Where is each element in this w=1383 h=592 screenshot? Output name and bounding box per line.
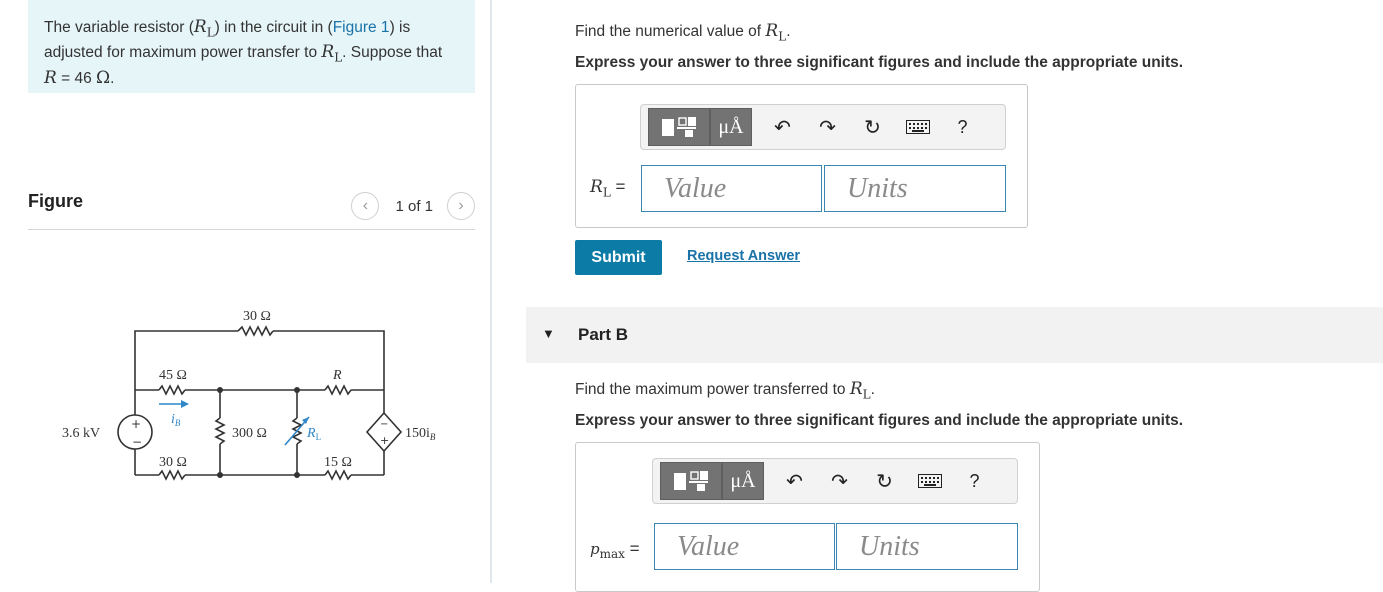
rl-symbol-2: $R_L$ <box>321 42 343 65</box>
label-r-top: 30 Ω <box>243 309 271 324</box>
label-dep-source: $150i_B$ <box>405 426 436 442</box>
part-b-units-input[interactable]: Units <box>836 523 1018 570</box>
part-a-units-input[interactable]: Units <box>824 165 1006 212</box>
part-b-header[interactable] <box>526 307 1383 363</box>
redo-icon[interactable]: ↷ <box>831 470 848 493</box>
part-b-answer-label: $p_{max}$ = <box>590 539 640 561</box>
rl-symbol: $R_L$ <box>193 17 215 40</box>
figure-title: Figure <box>28 191 84 211</box>
figure-pager <box>351 192 475 220</box>
part-b-title: Part B <box>578 325 629 344</box>
part-a-answer-label: $R_L$ = <box>590 177 626 200</box>
chevron-left-icon[interactable]: ‹ <box>351 192 379 220</box>
part-a-question: Find the numerical value of $R_L$. <box>575 21 791 44</box>
keyboard-icon[interactable] <box>907 474 952 488</box>
templates-icon[interactable] <box>660 462 722 500</box>
label-rl: $R_L$ <box>307 426 322 442</box>
problem-text-1: The variable resistor ( <box>44 19 194 36</box>
redo-icon[interactable]: ↷ <box>819 116 836 139</box>
part-b-value-input[interactable]: Value <box>654 523 835 570</box>
chevron-right-icon[interactable]: › <box>447 192 475 220</box>
part-b-instruction: Express your answer to three significant figures and include the appropriate units. <box>575 412 1184 429</box>
part-a-toolbar <box>640 104 1006 150</box>
help-icon[interactable]: ? <box>957 116 968 137</box>
part-a-instruction: Express your answer to three significant figures and include the appropriate units. <box>575 54 1184 71</box>
problem-text-5: . <box>110 69 115 87</box>
label-r-15: 15 Ω <box>324 455 352 470</box>
submit-button[interactable]: Submit <box>575 240 662 275</box>
svg-text:+: + <box>131 417 142 431</box>
part-b-question: Find the maximum power transferred to $R_L$. <box>575 379 875 402</box>
problem-text-4: . Suppose that <box>342 44 443 62</box>
keyboard-icon[interactable] <box>895 120 940 134</box>
svg-text:+: + <box>380 434 390 447</box>
caret-down-icon[interactable]: ▼ <box>542 326 555 341</box>
ohm-unit: Ω <box>96 67 111 88</box>
figure-header <box>28 186 475 230</box>
svg-text:−: − <box>132 435 143 449</box>
part-a-answer-box <box>575 84 1028 228</box>
circuit-diagram <box>55 300 455 500</box>
pager-text: 1 of 1 <box>395 197 433 215</box>
r-value: = 46 <box>56 69 97 87</box>
help-icon[interactable]: ? <box>969 470 980 491</box>
label-r-45: 45 Ω <box>159 368 187 383</box>
problem-statement <box>28 0 475 93</box>
r-symbol: R <box>44 67 57 88</box>
label-r: R <box>333 368 342 383</box>
problem-text-2: ) in the circuit in ( <box>214 19 333 36</box>
templates-icon[interactable] <box>648 108 710 146</box>
reset-icon[interactable]: ↻ <box>864 116 881 139</box>
units-icon[interactable]: μÅ <box>710 108 752 146</box>
part-a-value-input[interactable]: Value <box>641 165 822 212</box>
part-b-answer-box <box>575 442 1040 592</box>
label-ib: $i_B$ <box>171 412 181 428</box>
problem-text-3: ) is adjusted for maximum power transfer to <box>44 19 411 62</box>
units-icon[interactable]: μÅ <box>722 462 764 500</box>
request-answer-link[interactable]: Request Answer <box>687 248 801 264</box>
figure-link[interactable]: Figure 1 <box>332 19 390 36</box>
label-r-300: 300 Ω <box>232 426 267 441</box>
label-r-30: 30 Ω <box>159 455 187 470</box>
label-source: 3.6 kV <box>62 426 101 441</box>
part-b-toolbar <box>652 458 1018 504</box>
svg-text:−: − <box>380 419 389 430</box>
reset-icon[interactable]: ↻ <box>876 470 893 493</box>
undo-icon[interactable]: ↶ <box>786 470 803 493</box>
undo-icon[interactable]: ↶ <box>774 116 791 139</box>
panel-divider <box>490 0 492 583</box>
